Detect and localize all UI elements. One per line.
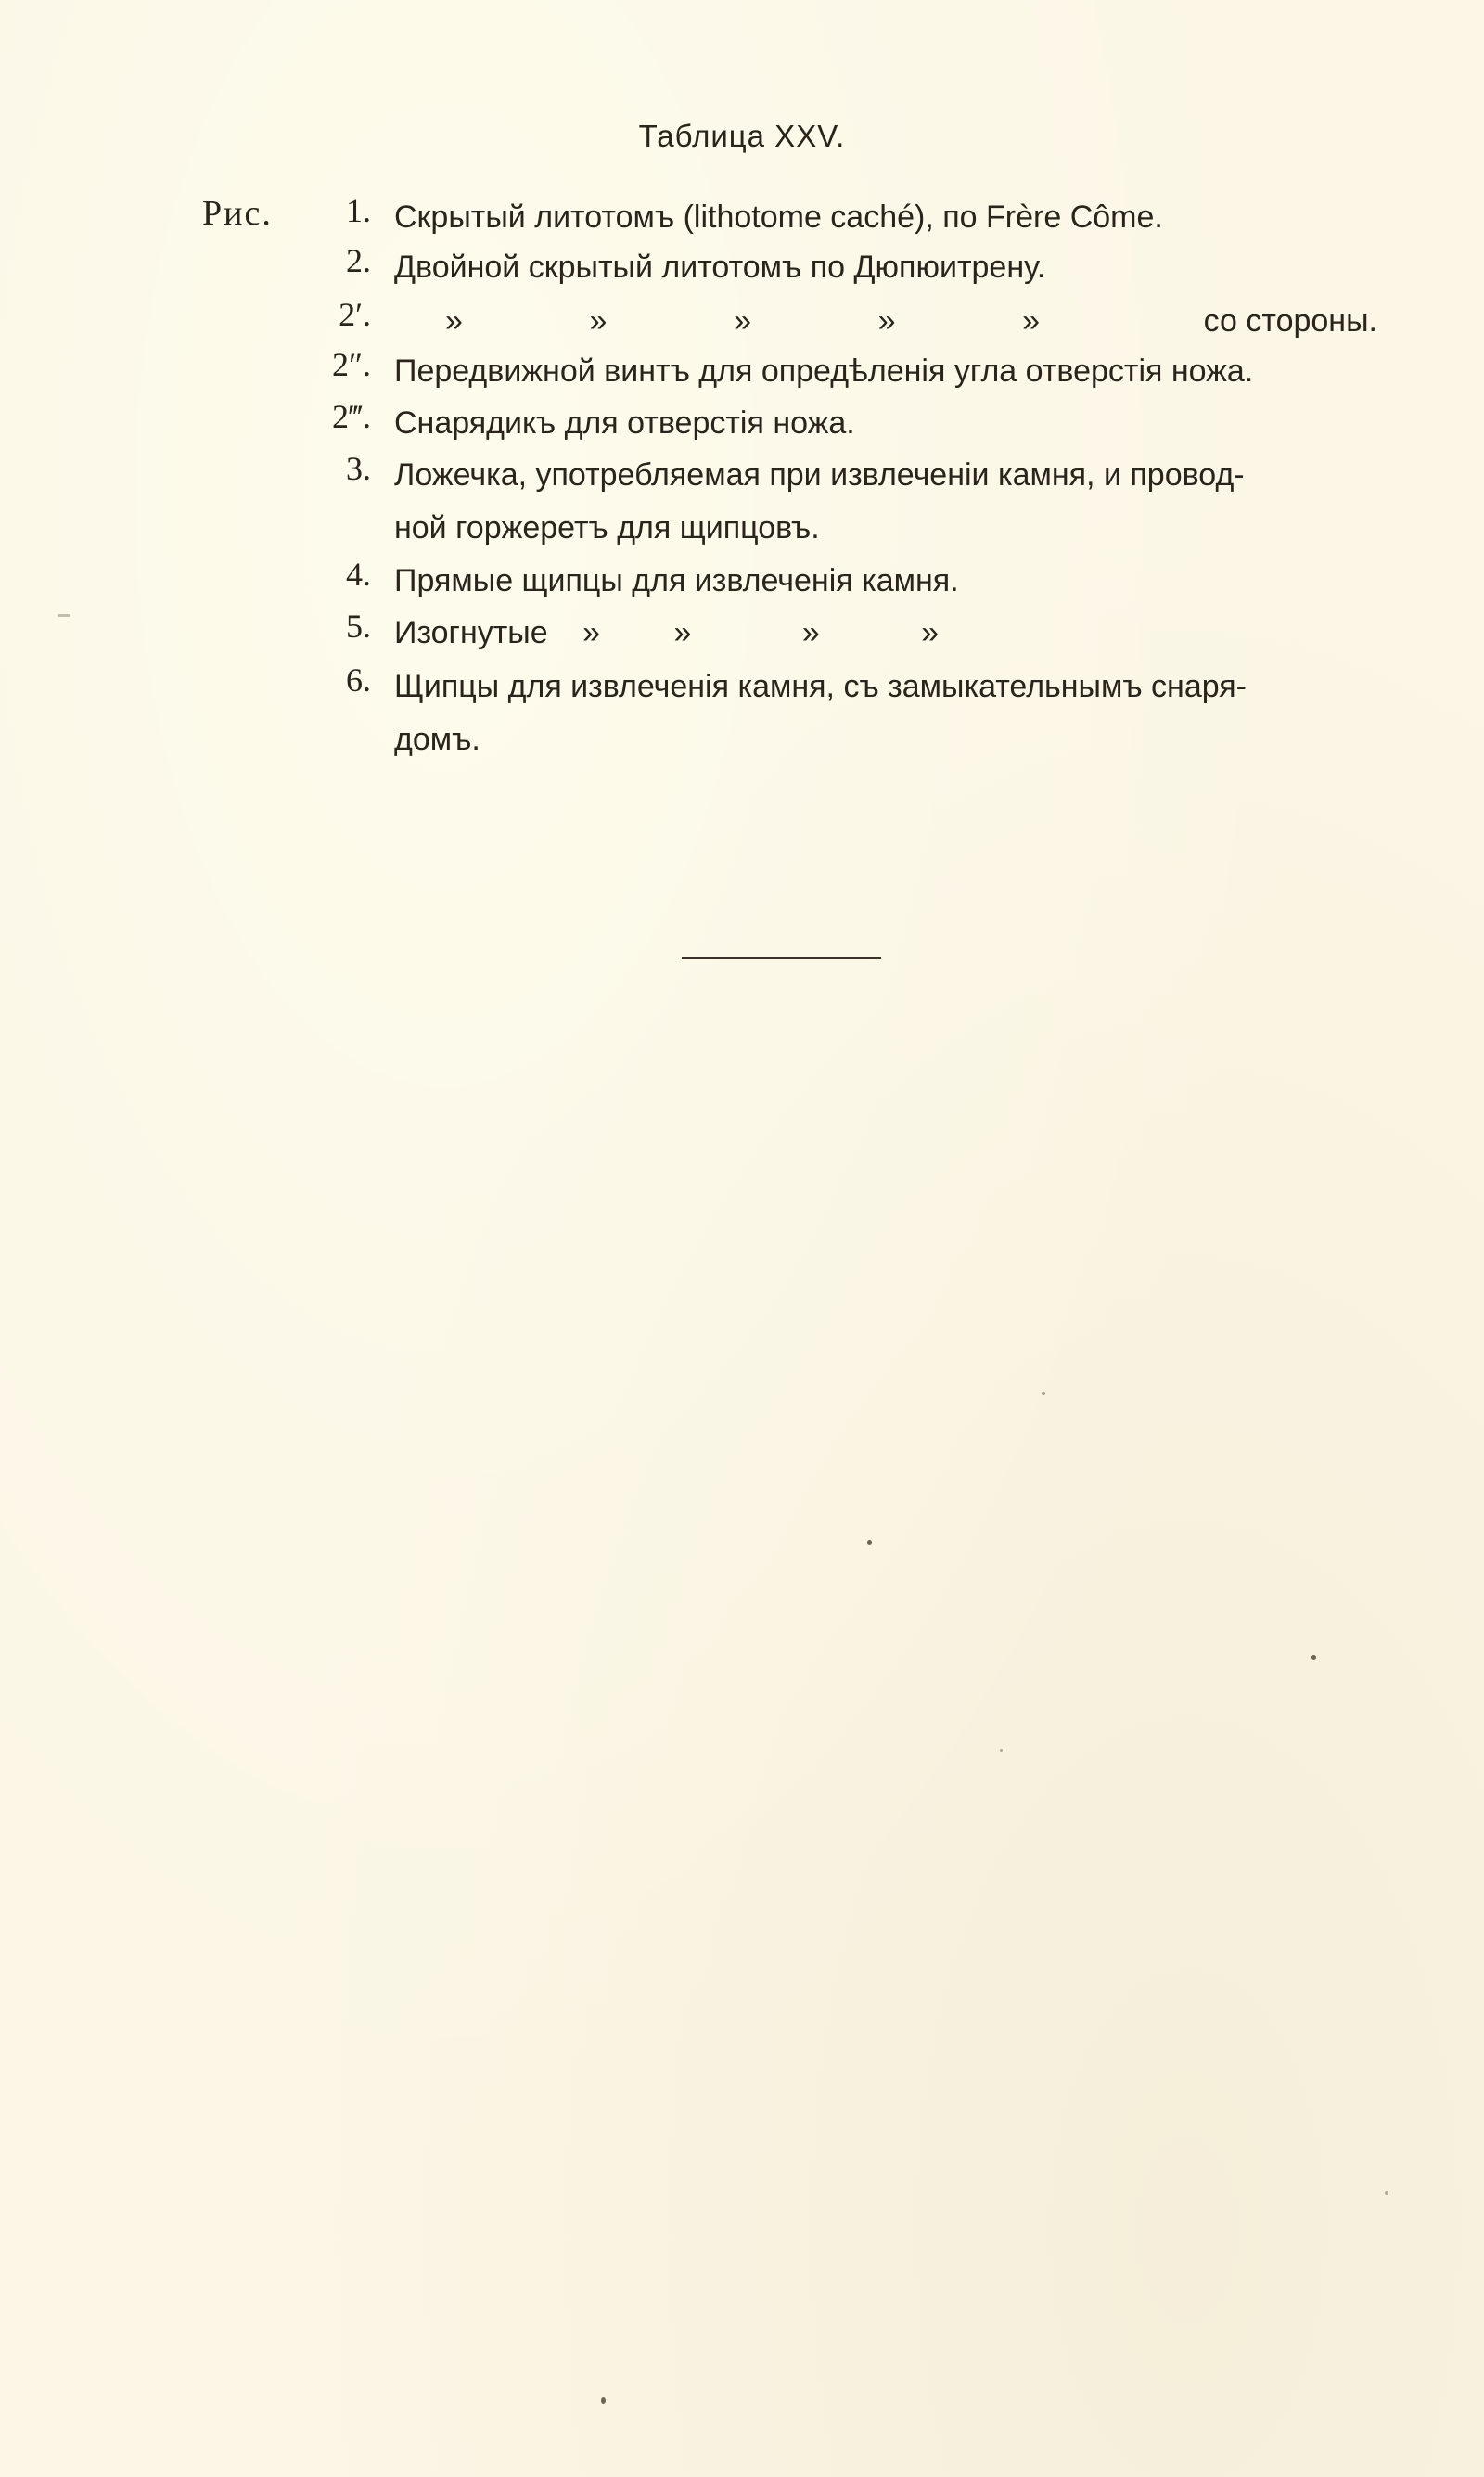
ditto-mark: » xyxy=(445,303,463,339)
paper-speck xyxy=(867,1540,872,1545)
entry-text xyxy=(394,661,1377,766)
paper-speck xyxy=(1311,1655,1316,1660)
paper-speck xyxy=(58,614,70,617)
entry-number: 5. xyxy=(346,608,371,645)
section-divider xyxy=(682,957,881,959)
ditto-mark: » xyxy=(673,615,692,650)
entry-text: Снарядикъ для отверстія ножа. xyxy=(394,405,855,441)
paper-speck xyxy=(1385,2191,1388,2195)
entry-number: 2′. xyxy=(339,296,371,333)
entry-number: 3. xyxy=(346,450,371,487)
entry-text: Скрытый литотомъ (lithotome caché), по Frère Côme. xyxy=(394,199,1163,235)
entry-text: Прямые щипцы для извлеченія камня. xyxy=(394,563,959,598)
paper-speck xyxy=(601,2397,606,2404)
entry-number: 2‴. xyxy=(332,398,371,435)
paper-speck xyxy=(1042,1392,1045,1395)
entry-text: Передвижной винтъ для опредѣленія угла отверстія ножа. xyxy=(394,353,1254,389)
entry-lead: Изогнутые xyxy=(394,615,548,650)
ditto-mark: » xyxy=(921,615,940,650)
entry-text xyxy=(394,449,1377,555)
entry-number: 2″. xyxy=(332,346,371,383)
ditto-mark: » xyxy=(877,303,896,339)
figure-label: Рис. xyxy=(202,194,273,233)
entry-text-line: Ложечка, употребляемая при извлеченіи камня, и провод- xyxy=(394,457,1245,493)
entry-number: 6. xyxy=(346,661,371,699)
ditto-mark: » xyxy=(1022,303,1041,339)
entry-tail: со стороны. xyxy=(1203,303,1377,339)
entry-text-line: Щипцы для извлеченія камня, съ замыкательнымъ снаря- xyxy=(394,669,1247,704)
entry-text-line: домъ. xyxy=(394,722,480,757)
entry-number: 4. xyxy=(346,556,371,593)
ditto-mark: » xyxy=(589,303,608,339)
entry-text: Двойной скрытый литотомъ по Дюпюитрену. xyxy=(394,250,1046,285)
entry-text xyxy=(394,607,1377,660)
ditto-mark: » xyxy=(801,615,820,650)
entry-number: 1. xyxy=(346,192,371,229)
page-title: Таблица XXV. xyxy=(638,119,846,153)
entry-number: 2. xyxy=(346,242,371,279)
entry-text xyxy=(394,295,1377,348)
ditto-mark: » xyxy=(582,615,601,650)
ditto-mark: » xyxy=(734,303,751,339)
entry-text-line: ной горжеретъ для щипцовъ. xyxy=(394,510,820,545)
paper-speck xyxy=(1000,1749,1003,1752)
